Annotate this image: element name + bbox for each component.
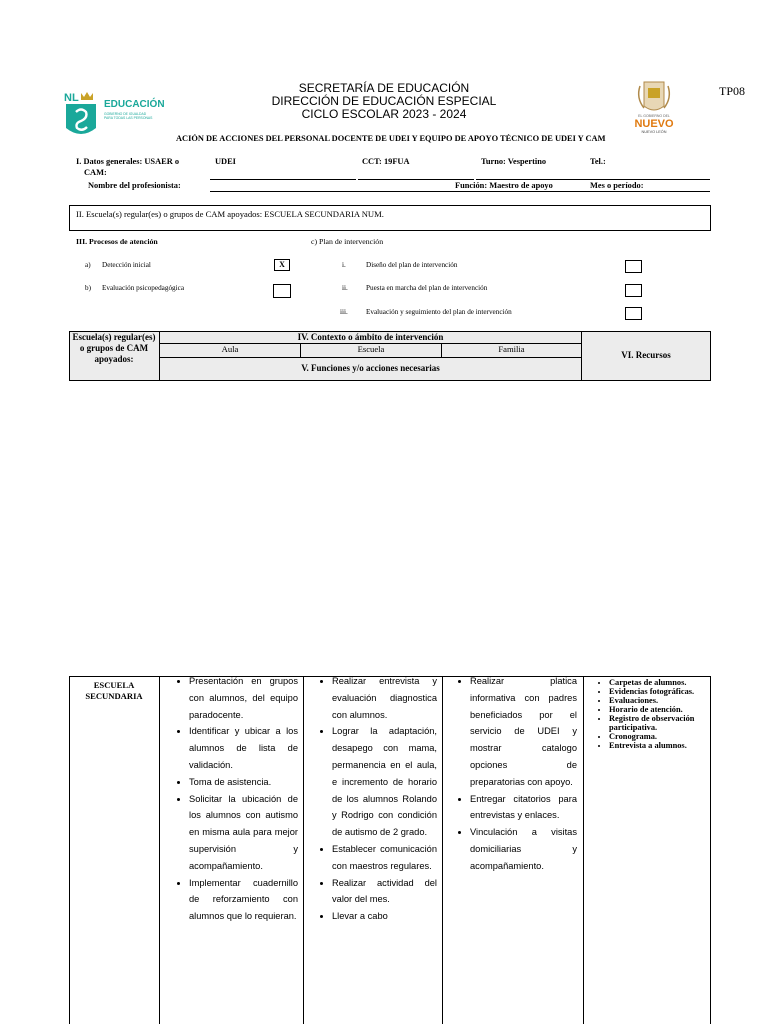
checkbox-puesta-en-marcha[interactable] — [625, 284, 642, 297]
checkbox-diseno-plan[interactable] — [625, 260, 642, 273]
familia-action: • Vinculación a visitas domiciliarias y acompañamiento. — [470, 824, 577, 874]
checkbox-evaluacion-seguimiento[interactable] — [625, 307, 642, 320]
nl-educacion-logo — [62, 90, 180, 142]
actions-divider-3 — [442, 676, 443, 1024]
nombre-underline — [210, 191, 710, 192]
familia-action: • Entregar citatorios para entrevistas y enlaces. — [470, 791, 577, 825]
document-subtitle: ACIÓN DE ACCIONES DEL PERSONAL DOCENTE DE UDEI Y EQUIPO DE APOYO TÉCNICO DE UDEI Y CAM — [176, 134, 606, 143]
recurso-item: • Evaluaciones. — [609, 696, 707, 705]
general-label-cam: CAM: — [84, 168, 107, 177]
escuela-action: • Llevar a cabo — [332, 908, 437, 925]
contexto-header: IV. Contexto o ámbito de intervención — [297, 332, 444, 342]
actions-divider-1 — [159, 676, 160, 1024]
school-name-cell: ESCUELA SECUNDARIA — [85, 680, 143, 701]
item-b-text: Evaluación psicopedagógica — [102, 284, 185, 292]
recurso-item: • Carpetas de alumnos. — [609, 678, 707, 687]
recursos-header: VI. Recursos — [621, 350, 671, 360]
aula-action: • Solicitar la ubicación de los alumnos con autismo en misma aula para mejor supervisión y acompañamiento. — [189, 791, 298, 875]
aula-actions-cell — [186, 673, 298, 925]
svg-text:EDUCACIÓN: EDUCACIÓN — [104, 99, 165, 110]
col-escuelas-header: Escuela(s) regular(es) o grupos de CAM apoyados: — [72, 332, 156, 364]
recursos-cell — [609, 678, 707, 750]
svg-text:PARA TODAS LAS PERSONAS: PARA TODAS LAS PERSONAS — [104, 116, 153, 120]
item-i-text: Diseño del plan de intervención — [366, 261, 458, 269]
recurso-item: • Registro de observación participativa. — [609, 714, 707, 732]
procesos-title: III. Procesos de atención — [76, 237, 158, 246]
escuelas-box — [69, 205, 711, 231]
recurso-item: • Horario de atención. — [609, 705, 707, 714]
tel-label: Tel.: — [590, 157, 606, 166]
svg-text:EL GOBIERNO DEL: EL GOBIERNO DEL — [638, 114, 670, 118]
cct-underline — [358, 179, 474, 180]
udei-underline — [210, 179, 356, 180]
svg-text:NL: NL — [64, 92, 79, 104]
recurso-item: • Entrevista a alumnos. — [609, 741, 707, 750]
aula-action: • Toma de asistencia. — [189, 774, 298, 791]
header-line-2: DIRECCIÓN DE EDUCACIÓN ESPECIAL — [271, 94, 497, 108]
item-ii-text: Puesta en marcha del plan de intervención — [366, 284, 488, 292]
header-hline-2 — [159, 357, 581, 358]
funciones-header: V. Funciones y/o acciones necesarias — [301, 363, 440, 373]
aula-header: Aula — [221, 344, 239, 354]
escuelas-text: II. Escuela(s) regular(es) o grupos de CAM apoyados: ESCUELA SECUNDARIA NUM. — [76, 209, 384, 219]
svg-text:GOBIERNO DE IGUALDAD: GOBIERNO DE IGUALDAD — [104, 112, 147, 116]
aula-action: • Identificar y ubicar a los alumnos de lista de validación. — [189, 723, 298, 773]
nombre-label: Nombre del profesionista: — [88, 181, 181, 190]
nuevo-leon-logo — [628, 80, 680, 136]
actions-divider-4 — [583, 676, 584, 1024]
cct-value: CCT: 19FUA — [362, 157, 410, 166]
header-line-3: CICLO ESCOLAR 2023 - 2024 — [301, 107, 467, 121]
aula-action: • Implementar cuadernillo de reforzamiento con alumnos que lo requieran. — [189, 875, 298, 925]
escuela-action: • Lograr la adaptación, desapego con mama, permanencia en el aula, e incremento de horario de los alumnos Rolando y Rodrigo con condición de autismo de 2 grado. — [332, 723, 437, 841]
item-i-label: i. — [342, 261, 346, 269]
header-line-1: SECRETARÍA DE EDUCACIÓN — [298, 81, 470, 95]
escuela-action: • Realizar entrevista y evaluación diagnostica con alumnos. — [332, 673, 437, 723]
escuela-action: • Realizar actividad del valor del mes. — [332, 875, 437, 909]
header-title — [230, 82, 538, 121]
checkbox-evaluacion-psicopedagogica[interactable] — [273, 284, 291, 298]
familia-action: • Realizar platica informativa con padres beneficiados por el servicio de UDEI y mostrar catalogo opciones de preparatorias con apoyo. — [470, 673, 577, 791]
funcion-value: Función: Maestro de apoyo — [455, 181, 553, 190]
item-a-text: Detección inicial — [102, 261, 151, 269]
svg-text:NUEVO: NUEVO — [634, 118, 674, 130]
recurso-item: • Cronograma. — [609, 732, 707, 741]
turno-underline — [476, 179, 710, 180]
item-ii-label: ii. — [342, 284, 348, 292]
familia-actions-cell — [467, 673, 577, 875]
svg-text:NUEVO LEÓN: NUEVO LEÓN — [641, 130, 667, 134]
familia-header: Familia — [498, 344, 525, 354]
turno-value: Turno: Vespertino — [481, 157, 547, 166]
item-iii-label: iii. — [340, 308, 348, 316]
escuela-actions-cell — [329, 673, 437, 925]
item-iii-text: Evaluación y seguimiento del plan de intervención — [366, 308, 512, 316]
general-label-usaer: I. Datos generales: USAER o — [76, 157, 180, 166]
item-a-label: a) — [85, 261, 91, 269]
mes-label: Mes o período: — [590, 181, 644, 190]
item-b-label: b) — [85, 284, 91, 292]
plan-title: c) Plan de intervención — [311, 237, 384, 246]
actions-divider-2 — [303, 676, 304, 1024]
checkbox-deteccion-inicial[interactable]: X — [274, 259, 290, 271]
udei-value: UDEI — [215, 157, 236, 166]
aula-action: • Presentación en grupos con alumnos, del equipo paradocente. — [189, 673, 298, 723]
recurso-item: • Evidencias fotográficas. — [609, 687, 707, 696]
document-code: TP08 — [719, 84, 746, 98]
escuela-header: Escuela — [357, 344, 385, 354]
escuela-action: • Establecer comunicación con maestros regulares. — [332, 841, 437, 875]
